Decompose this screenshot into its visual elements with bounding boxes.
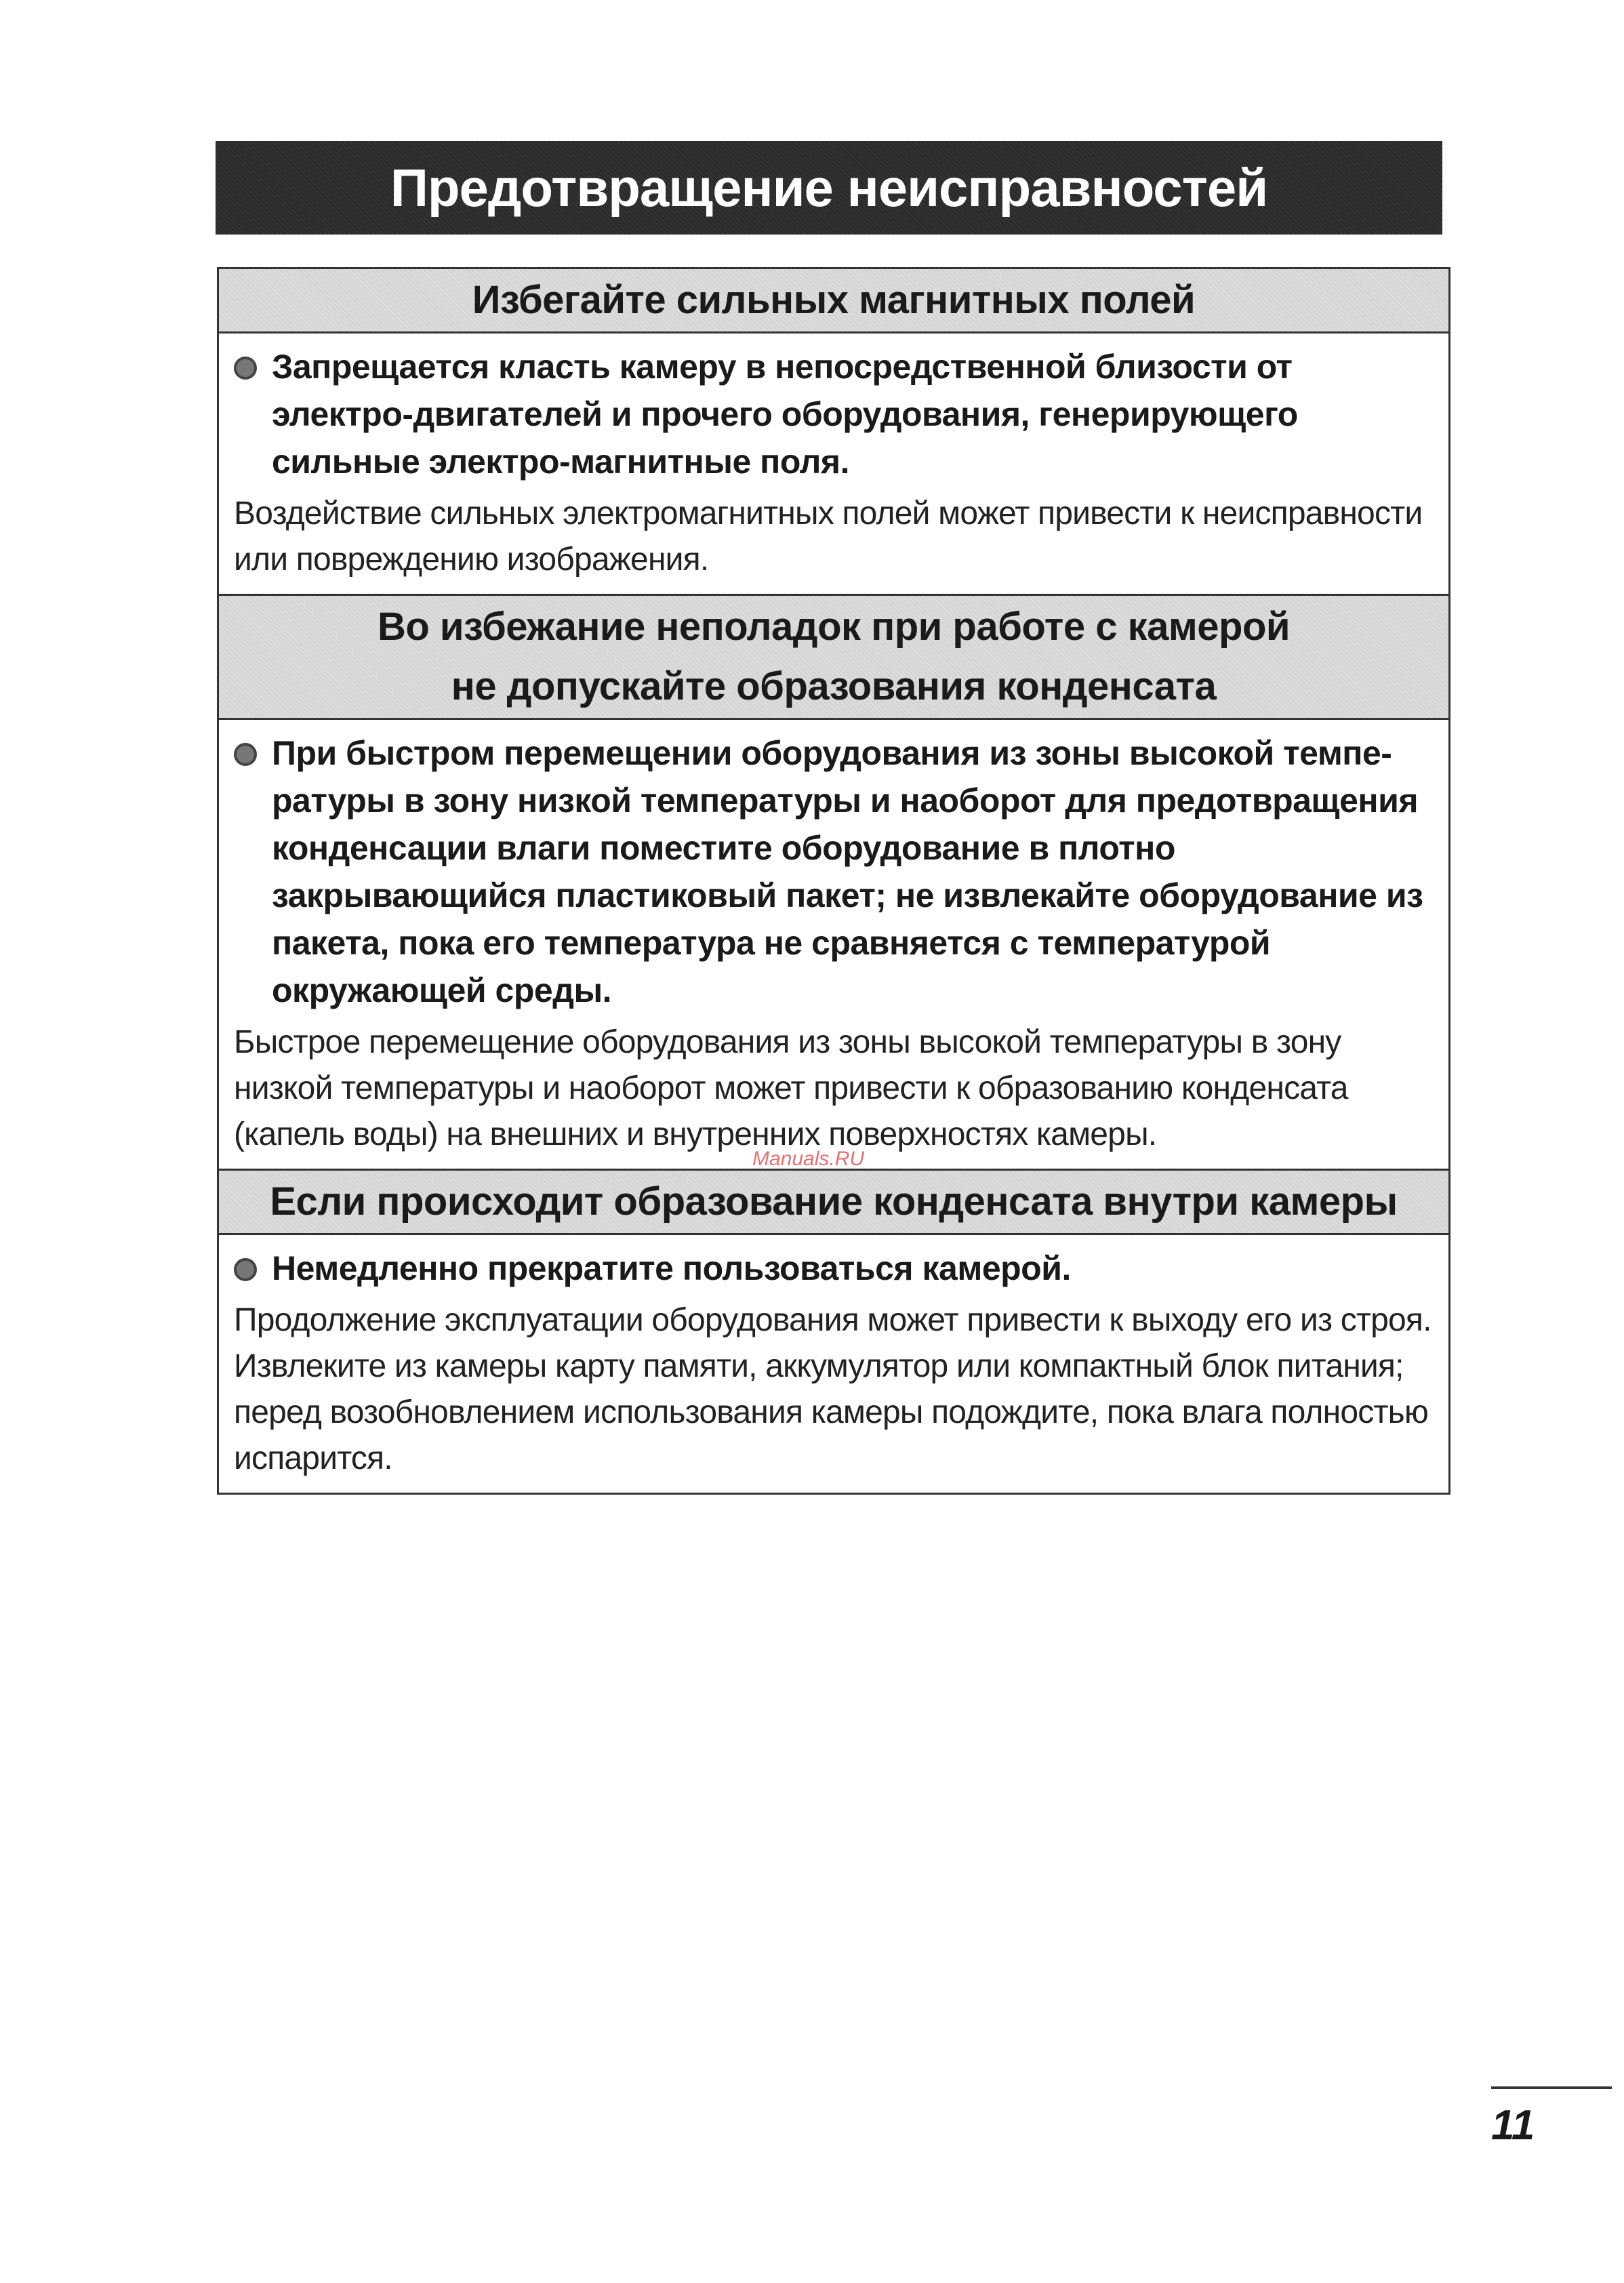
section-magnetic-fields — [219, 269, 1448, 594]
bullet-item — [234, 1245, 1434, 1292]
section-body — [219, 334, 1448, 594]
section-header-line: Если происходит образование конденсата внутри камеры — [270, 1179, 1398, 1224]
section-body — [219, 720, 1448, 1169]
description-text: Быстрое перемещение оборудования из зоны высокой температуры в зону низкой температуры и наоборот может привести к образованию конденсата (капель воды) на внешних и внутренних поверхностях камеры. — [234, 1024, 1348, 1152]
bullet-circle-icon — [234, 1258, 257, 1281]
description-text: Продолжение эксплуатации оборудования может привести к выходу его из строя. Извлеките из камеры карту памяти, аккумулятор или компактный блок питания; перед возобновлением использования камеры подождите, пока влага полностью испарится. — [234, 1302, 1432, 1476]
bullet-item — [234, 729, 1434, 1014]
section-header-line: Во избежание неполадок при работе с камерой — [377, 605, 1291, 649]
section-body — [219, 1235, 1448, 1493]
bullet-text: Запрещается класть камеру в непосредственной близости от электро-двигателей и прочего оборудования, генерирующего сильные электро-магнитные поля. — [272, 348, 1298, 481]
section-header — [219, 269, 1448, 334]
section-header — [219, 1171, 1448, 1235]
description-text: Воздействие сильных электромагнитных полей может привести к неисправности или повреждению изображения. — [234, 496, 1423, 578]
bullet-circle-icon — [234, 357, 257, 380]
page-title-bar — [216, 141, 1442, 235]
page-title: Предотвращение неисправностей — [390, 157, 1268, 218]
bullet-text: При быстром перемещении оборудования из зоны высокой темпе-ратуры в зону низкой температуры и наоборот для предотвращения конденсации влаги поместите оборудование в плотно закрывающийся пластиковый пакет; не извлекайте оборудование из пакета, пока его температура не сравняется с температурой окружающей среды. — [272, 734, 1423, 1009]
page-number-rule — [1491, 2086, 1612, 2089]
bullet-circle-icon — [234, 743, 257, 766]
precautions-table — [217, 267, 1450, 1495]
page-number: 11 — [1491, 2102, 1535, 2149]
watermark: Manuals.RU — [752, 1148, 865, 1170]
section-header — [219, 596, 1448, 720]
section-header-line: не допускайте образования конденсата — [451, 664, 1217, 708]
section-condensation — [219, 594, 1448, 1169]
bullet-item — [234, 343, 1434, 485]
bullet-text: Немедленно прекратите пользоваться камерой. — [272, 1249, 1071, 1287]
section-header-line: Избегайте сильных магнитных полей — [472, 278, 1196, 322]
section-condensation-inside — [219, 1169, 1448, 1493]
